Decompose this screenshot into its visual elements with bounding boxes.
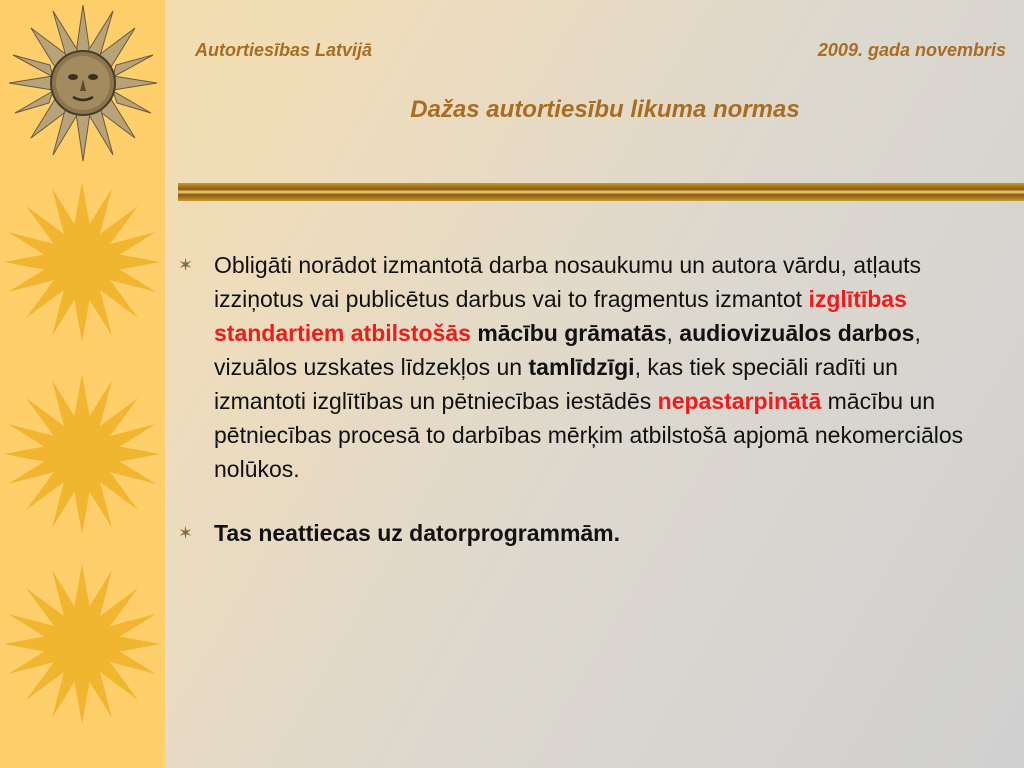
sun-icon (2, 372, 162, 537)
highlight-text: izglītības standartiem atbilstošās (214, 286, 907, 346)
text-run: , vizuālos uzskates līdzekļos un (214, 320, 921, 380)
header-date: 2009. gada novembris (817, 40, 1006, 60)
text-run: , kas tiek speciāli radīti un izmantoti izglītības un pētniecības iestādēs (214, 354, 898, 414)
highlight-text: nepastarpinātā (657, 388, 822, 414)
title-divider (178, 181, 1024, 203)
text-run: mācību un pētniecības procesā to darbības mērķim atbilstošā apjomā nekomerciālos nolūkos. (214, 388, 964, 482)
bold-text: audiovizuālos darbos (679, 320, 915, 346)
header-topic: Autortiesības Latvijā (195, 40, 373, 60)
slide-title: Dažas autortiesību likuma normas (410, 96, 800, 123)
bold-text: mācību grāmatās (477, 320, 667, 346)
bullet-item (178, 248, 978, 486)
sun-icon (2, 180, 162, 345)
bullet-item (178, 516, 978, 550)
star-bullet-icon: ✶ (178, 255, 194, 275)
bold-text: tamlīdzīgi (528, 354, 635, 380)
text-run: Obligāti norādot izmantotā darba nosaukumu un autora vārdu, atļauts izziņotus vai publicētus darbus vai to fragmentus izmantot (214, 252, 922, 312)
decorative-sidebar (0, 0, 165, 768)
bullet-text: Tas neattiecas uz datorprogrammām. (214, 520, 621, 546)
text-run: , (666, 320, 680, 346)
slide-body (178, 248, 978, 580)
star-bullet-icon: ✶ (178, 523, 194, 543)
bullet-text (214, 248, 978, 486)
sun-face-icon (8, 5, 158, 170)
sun-icon (2, 562, 162, 727)
